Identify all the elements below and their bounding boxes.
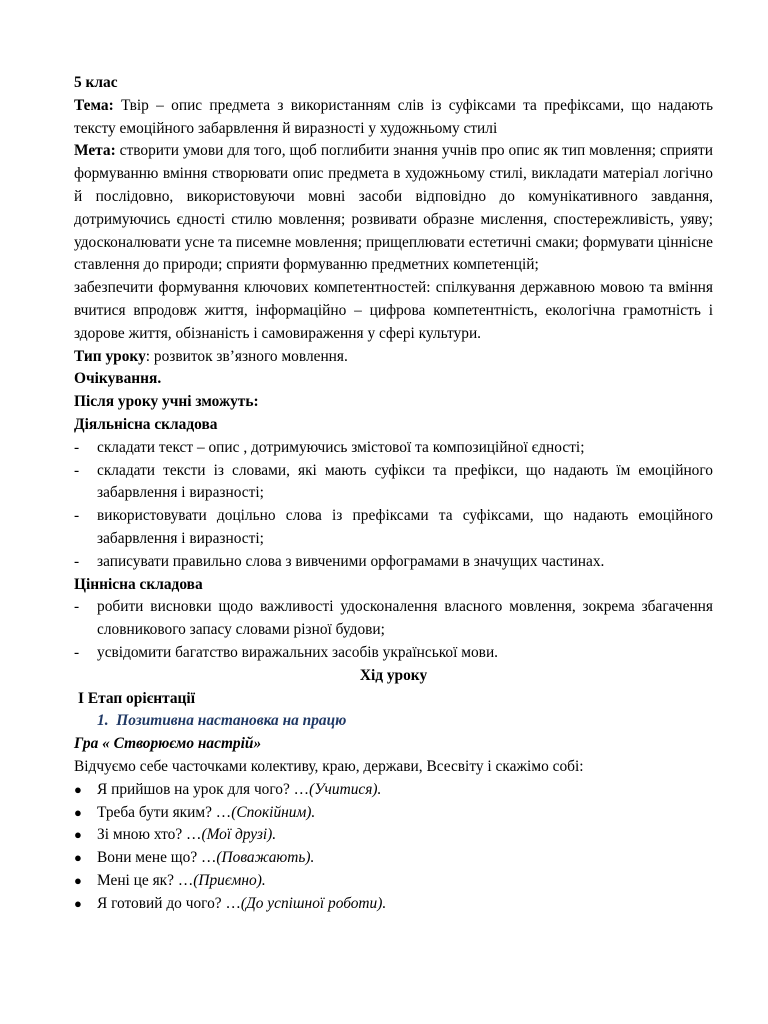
list-item: ● Я прийшов на урок для чого? …(Учитися). — [74, 779, 713, 802]
topic-paragraph — [74, 95, 713, 141]
dash-marker: - — [74, 461, 80, 479]
goal-text: створити умови для того, щоб поглибити знання учнів про опис як тип мовлення; сприяти формуванню вміння створювати опис предмета в художньому стилі, викладати матеріал логічно й послідовно, використовуючи мовні засоби відповідно до комунікативного завдання, дотримуючись єдності стилю мовлення; розвивати образне мислення, спостережливість, уяву; удосконалювати усне та писемне мовлення; прищеплювати естетичні смаки; формувати ціннісне ставлення до природи; сприяти формуванню предметних компетенцій; — [74, 142, 713, 274]
dash-marker: - — [74, 552, 80, 570]
list-item: - використовувати доцільно слова із префіксами та суфіксами, що надають емоційного забарвлення і виразності; — [74, 507, 713, 547]
after-lesson-heading: Після уроку учні зможуть: — [74, 393, 259, 411]
list-item: - робити висновки щодо важливості удосконалення власного мовлення, зокрема збагачення словникового запасу словами різної будови; — [74, 598, 713, 639]
stage-heading: І Етап орієнтації — [78, 689, 195, 707]
goal-label: Мета: — [74, 142, 116, 160]
lesson-type-label: Тип уроку — [74, 347, 146, 365]
value-component-list — [74, 596, 713, 664]
dash-marker: - — [74, 643, 80, 661]
list-item: - записувати правильно слова з вивченими орфограмами в значущих частинах. — [74, 551, 713, 574]
goal-paragraph — [74, 140, 713, 277]
subheading-text: Позитивна настановка на працю — [116, 712, 347, 730]
game-list — [74, 779, 713, 916]
bullet-marker: ● — [74, 895, 82, 911]
list-item: - складати тексти із словами, які мають суфікси та префікси, що надають їм емоційного забарвлення і виразності; — [74, 461, 713, 502]
dash-marker: - — [74, 438, 80, 456]
subheading-number: 1. — [97, 712, 109, 730]
list-item: - складати текст – опис , дотримуючись змістової та композиційної єдності; — [74, 437, 713, 460]
list-item: ● Я готовий до чого? …(До успішної роботи). — [74, 893, 713, 916]
activity-component-title: Діяльнісна складова — [74, 415, 218, 433]
topic-label: Тема: — [74, 96, 114, 114]
game-title: Гра « Створюємо настрій» — [74, 735, 262, 753]
lesson-type-text: : розвиток зв’язного мовлення. — [145, 347, 348, 365]
list-item: - усвідомити багатство виражальних засобів української мови. — [74, 642, 713, 665]
game-intro: Відчуємо себе часточками колективу, краю, держави, Всесвіту і скажімо собі: — [74, 757, 584, 775]
topic-text: Твір – опис предмета з використанням слів із суфіксами та префіксами, що надають тексту емоційного забарвлення й виразності у художньому стилі — [74, 96, 713, 137]
dash-marker: - — [74, 598, 80, 616]
bullet-marker: ● — [74, 804, 82, 820]
grade-label: 5 клас — [74, 74, 118, 91]
lesson-type-paragraph — [74, 346, 713, 369]
bullet-marker: ● — [74, 781, 82, 797]
bullet-marker: ● — [74, 827, 82, 843]
bullet-marker: ● — [74, 850, 82, 866]
activity-component-list — [74, 437, 713, 574]
dash-marker: - — [74, 507, 80, 525]
list-item: ● Зі мною хто? …(Мої друзі). — [74, 824, 713, 847]
value-component-title: Ціннісна складова — [74, 575, 203, 593]
lesson-flow-heading: Хід уроку — [359, 666, 428, 684]
bullet-marker: ● — [74, 872, 82, 888]
list-item: ● Треба бути яким? …(Спокійним). — [74, 802, 713, 825]
expectations-heading: Очікування. — [74, 370, 162, 388]
competencies-paragraph: забезпечити формування ключових компетентностей: спілкування державною мовою та вміння вчитися впродовж життя, інформаційно – цифрова компетентність, екологічна грамотність і здорове життя, обізнаність і самовираження у сфері культури. — [74, 279, 713, 342]
positive-attitude-subheading — [74, 710, 713, 733]
list-item: ● Вони мене що? …(Поважають). — [74, 847, 713, 870]
list-item: ● Мені це як? …(Приємно). — [74, 870, 713, 893]
document-page — [74, 72, 713, 915]
